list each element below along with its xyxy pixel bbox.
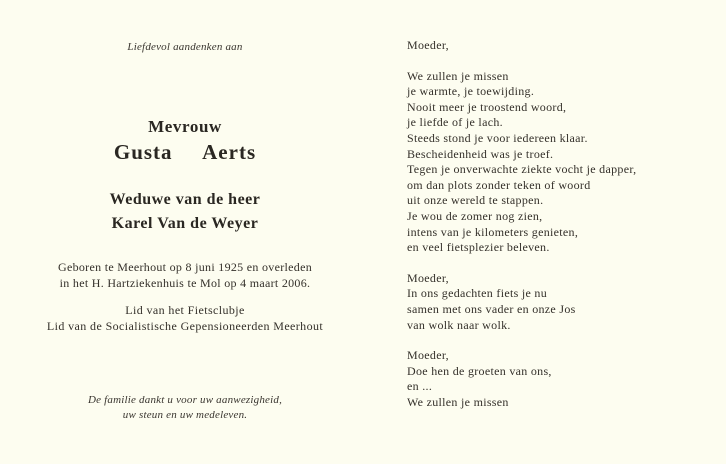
poem-line: je liefde of je lach. [407,115,503,130]
poem-line: samen met ons vader en onze Jos [407,301,576,316]
stanza-spacer [407,54,636,69]
birth-death-info [0,259,370,291]
poem-line: We zullen je missen [407,394,509,409]
memberships [0,302,370,334]
poem-line: Moeder, [407,38,449,52]
poem-line: Moeder, [407,270,449,285]
membership-line: Lid van het Fietsclubje [125,303,245,317]
poem-line: uit onze wereld te stappen. [407,193,544,208]
birth-line: Geboren te Meerhout op 8 juni 1925 en overleden [57,260,313,274]
honorific-title: Mevrouw [148,117,222,136]
death-line: in het H. Hartziekenhuis te Mol op 4 maart 2006. [59,276,311,290]
widow-line: Weduwe van de heer [109,191,261,208]
poem-line: intens van je kilometers genieten, [407,224,579,239]
poem-line: In ons gedachten fiets je nu [407,286,548,301]
family-thanks [0,393,370,423]
poem [407,38,636,410]
poem-line: Nooit meer je troostend woord, [407,99,567,114]
thanks-line: uw steun en uw medeleven. [122,409,248,421]
poem-line: We zullen je missen [407,68,509,83]
poem-stanza-3 [407,271,636,333]
poem-line: van wolk naar wolk. [407,317,511,332]
poem-stanza-1 [407,38,636,54]
right-page [370,0,726,464]
spouse-name: Karel Van de Weyer [111,215,259,232]
poem-line: en veel fietsplezier beleven. [407,240,550,255]
thanks-line: De familie dankt u voor uw aanwezigheid, [87,394,283,406]
stanza-spacer [407,256,636,271]
widow-of-block [0,188,370,236]
intro-text: Liefdevol aandenken aan [127,41,243,53]
poem-line: Doe hen de groeten van ons, [407,363,552,378]
poem-line: Bescheidenheid was je troef. [407,146,554,161]
poem-line: Moeder, [407,348,449,363]
stanza-spacer [407,333,636,348]
poem-line: je warmte, je toewijding. [407,84,535,99]
poem-line: om dan plots zonder teken of woord [407,177,591,192]
poem-line: en ... [407,379,433,394]
poem-stanza-2 [407,69,636,256]
membership-line: Lid van de Socialistische Gepensioneerden Meerhout [46,319,324,333]
deceased-name: Gusta Aerts [113,140,257,164]
poem-line: Tegen je onverwachte ziekte vocht je dapper, [407,162,637,177]
poem-line: Steeds stond je voor iedereen klaar. [407,130,588,145]
poem-line: Je wou de zomer nog zien, [407,208,543,223]
poem-stanza-4 [407,348,636,410]
